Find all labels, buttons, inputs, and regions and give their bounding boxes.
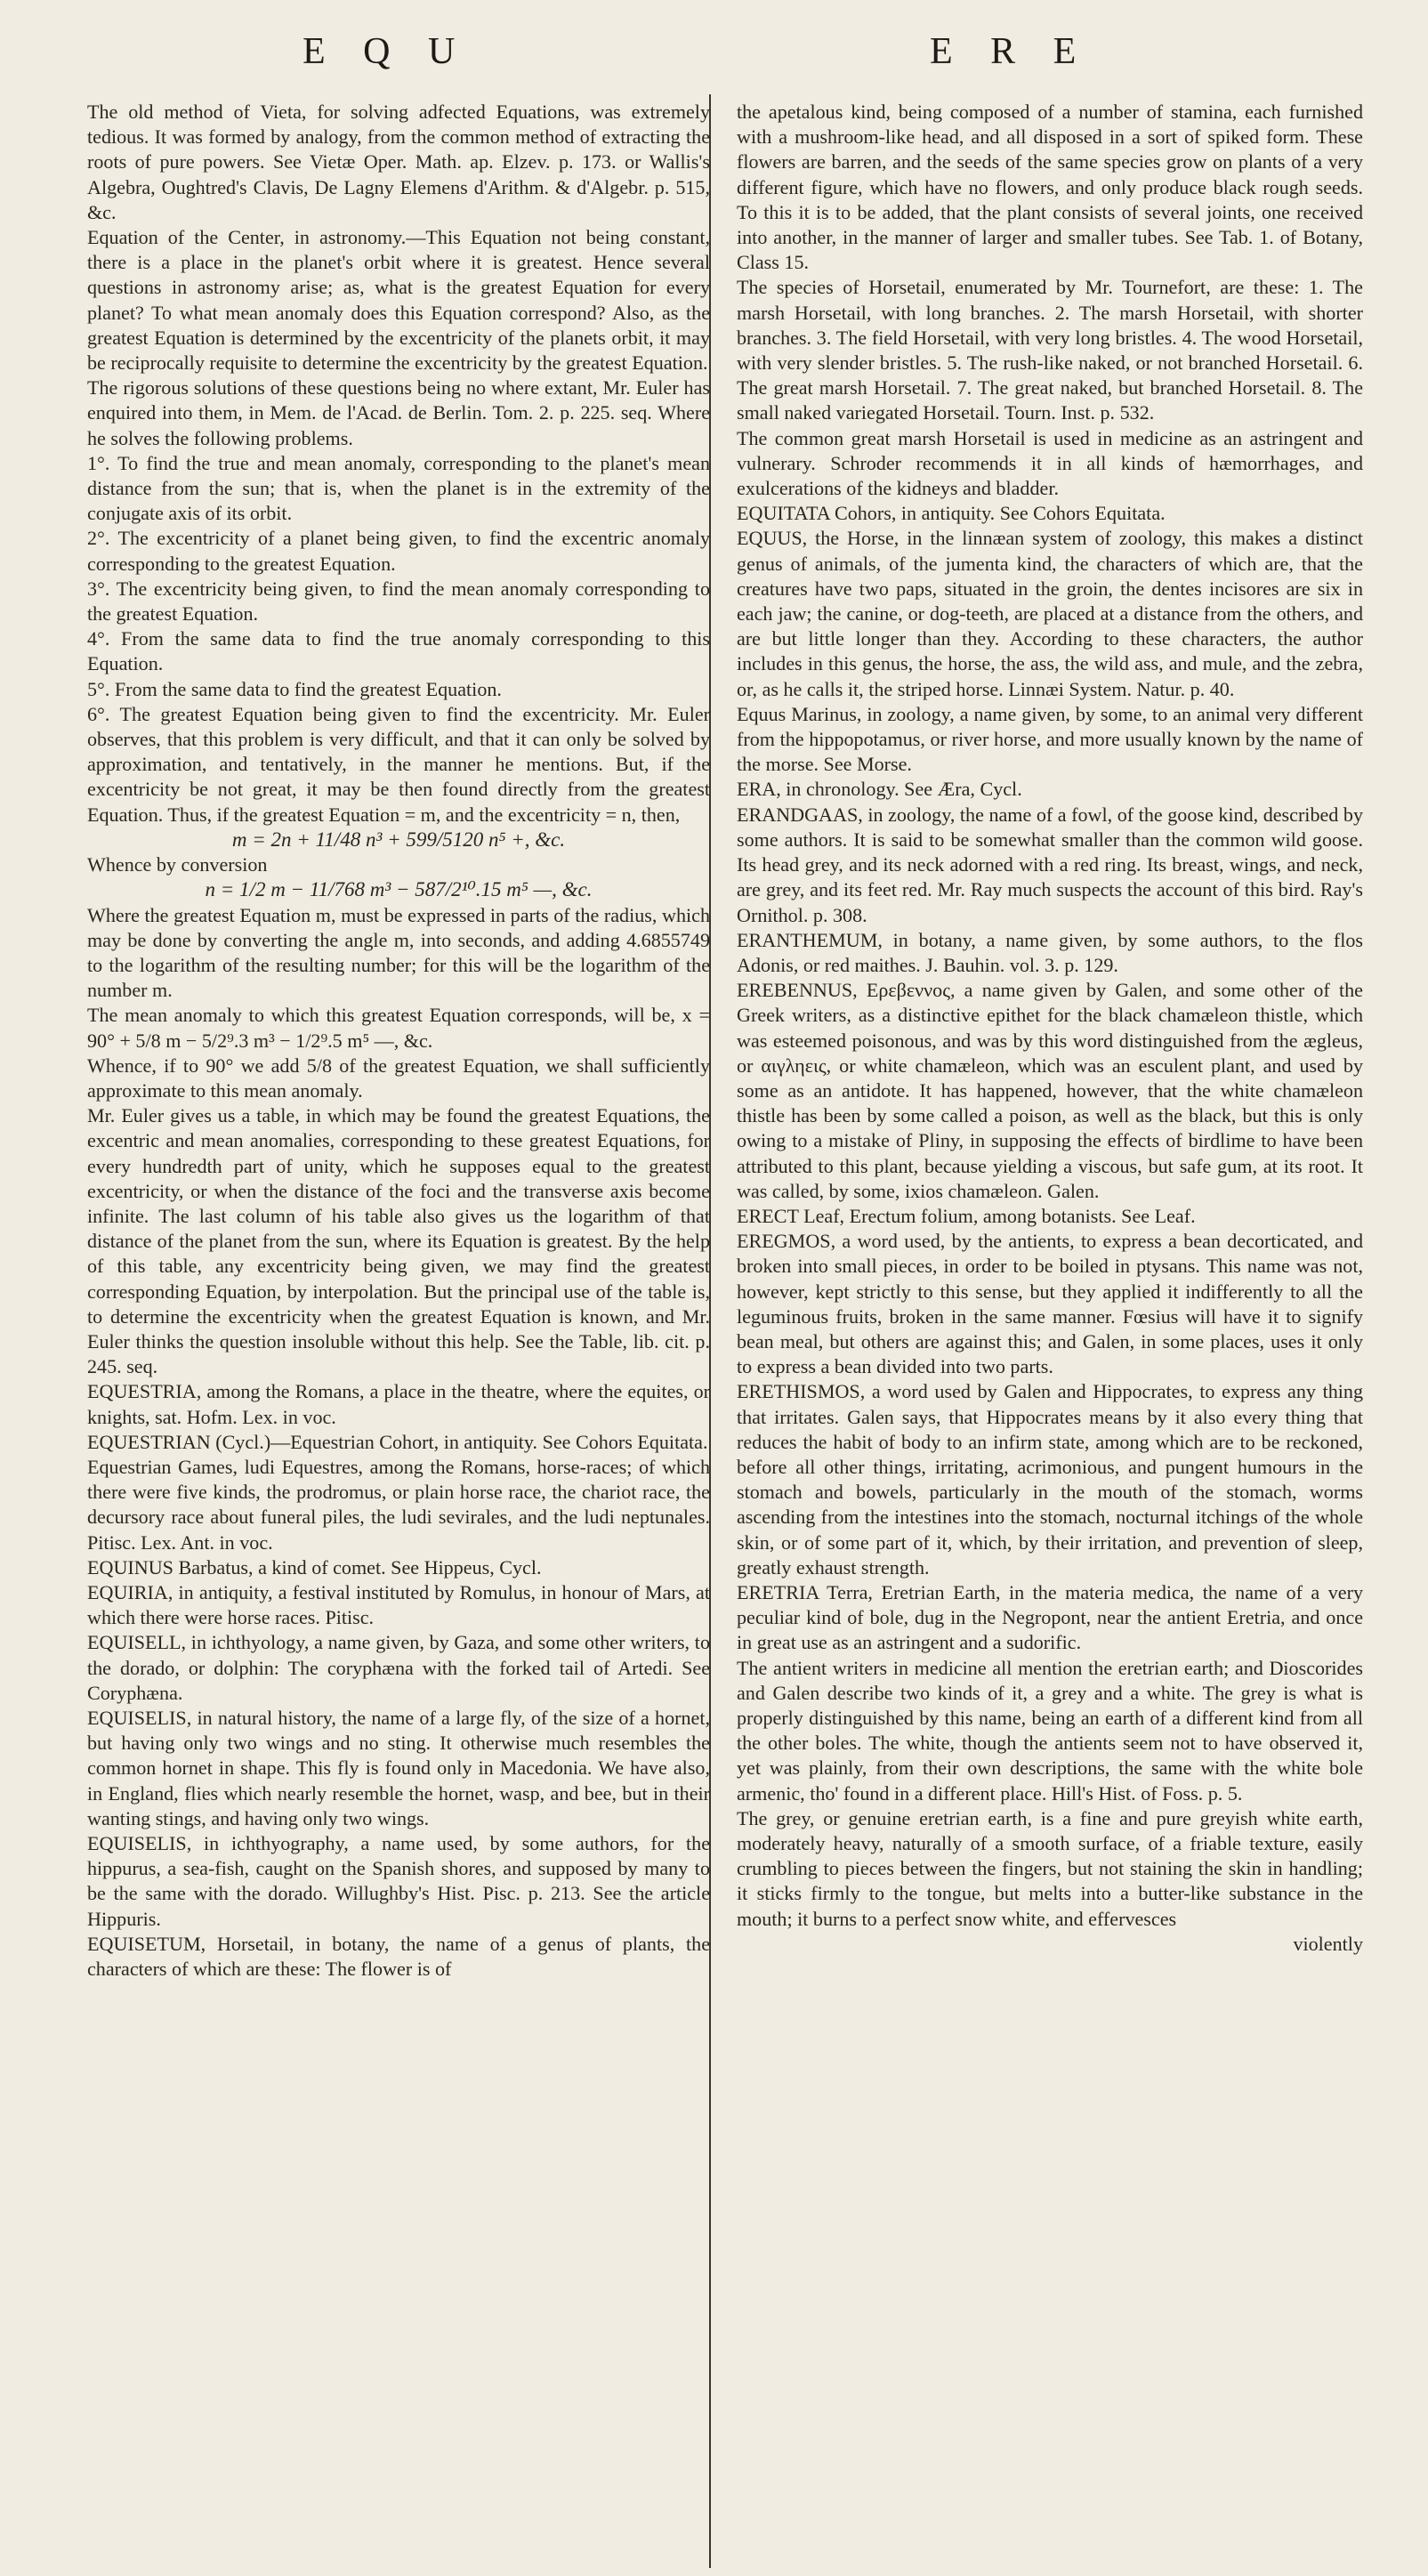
entry: EQUISELIS, in ichthyography, a name used, by some authors, for the hippurus, a sea-fish, caught on the Spanish shores, and supposed by many to be the same with the dorado. Willughby's Hist. Pisc. p. 213. See the article Hippuris. bbox=[87, 1832, 710, 1930]
paragraph: Where the greatest Equation m, must be expressed in parts of the radius, which may be done by converting the angle m, into seconds, and adding 4.6855749 to the logarithm of the resulting number; for this will be the logarithm of the number m. bbox=[87, 903, 710, 1002]
equation: n = 1/2 m − 11/768 m³ − 587/2¹⁰.15 m⁵ —, &c. bbox=[205, 878, 593, 901]
entry: Equus Marinus, in zoology, a name given, by some, to an animal very different from the hippopotamus, or river horse, and more usually known by the name of the morse. See Morse. bbox=[737, 702, 1363, 776]
paragraph: 2°. The excentricity of a planet being given, to find the excentric anomaly corresponding to the greatest Equation. bbox=[87, 527, 710, 575]
paragraph: The common great marsh Horsetail is used in medicine as an astringent and vulnerary. Schroder recommends it in all kinds of hæmorrhages, and exulcerations of the kidneys and bladder. bbox=[737, 426, 1363, 500]
entry: ERA, in chronology. See Æra, Cycl. bbox=[737, 778, 1022, 801]
entry: EQUISELL, in ichthyology, a name given, by Gaza, and some other writers, to the dorado, or dolphin: The coryphæna with the forked tail of Artedi. See Coryphæna. bbox=[87, 1631, 710, 1704]
paragraph: The rigorous solutions of these questions being no where extant, Mr. Euler has enquired into them, in Mem. de l'Acad. de Berlin. Tom. 2. p. 225. seq. Where he solves the following problems. bbox=[87, 376, 710, 449]
paragraph: Whence by conversion bbox=[87, 853, 268, 876]
entry: ERANDGAAS, in zoology, the name of a fowl, of the goose kind, described by some authors. It is said to be somewhat smaller than the common wild goose. Its head grey, and its neck adorned with a red ring. Its breast, wings, and neck, are grey, and its feet red. Mr. Ray much suspects the account of this bird. Ray's Ornithol. p. 308. bbox=[737, 803, 1363, 926]
entry: EQUINUS Barbatus, a kind of comet. See Hippeus, Cycl. bbox=[87, 1555, 542, 1579]
catchword: violently bbox=[1293, 1932, 1363, 1955]
entry: EQUESTRIA, among the Romans, a place in the theatre, where the equites, or knights, sat. Hofm. Lex. in voc. bbox=[87, 1380, 710, 1428]
entry: ERECT Leaf, Erectum folium, among botanists. See Leaf. bbox=[737, 1204, 1196, 1227]
paragraph: Equation of the Center, in astronomy.—This Equation not being constant, there is a place in the planet's orbit where it is greatest. Hence several questions in astronomy arise; as, what is the greatest Equation for every planet? To what mean anomaly does this Equation correspond? Also, as the greatest Equation is determined by the excentricity of the planets orbit, it may be reciprocally requisite to determine the excentricity by the greatest Equation. bbox=[87, 226, 710, 375]
paragraph: Whence, if to 90° we add 5/8 of the greatest Equation, we shall sufficiently approximate to this mean anomaly. bbox=[87, 1054, 710, 1102]
paragraph: The species of Horsetail, enumerated by Mr. Tournefort, are these: 1. The marsh Horsetail, with long branches. 2. The marsh Horsetail, with shorter branches. 3. The field Horsetail, with very long bristles. 4. The wood Horsetail, with very slender bristles. 5. The rush-like naked, or not branched Horsetail. 6. The great marsh Horsetail. 7. The great naked, but branched Horsetail. 8. The small naked variegated Horsetail. Tourn. Inst. p. 532. bbox=[737, 276, 1363, 424]
entry: EQUESTRIAN (Cycl.)—Equestrian Cohort, in antiquity. See Cohors Equitata. bbox=[87, 1430, 708, 1453]
left-column bbox=[87, 100, 710, 1982]
paragraph: 1°. To find the true and mean anomaly, corresponding to the planet's mean distance from the sun; that is, when the planet is in the extremity of the conjugate axis of its orbit. bbox=[87, 451, 710, 525]
entry: EQUISELIS, in natural history, the name of a large fly, of the size of a hornet, but having only two wings and no sting. It otherwise much resembles the common hornet in shape. This fly is found only in Macedonia. We have also, in England, flies which nearly resemble the hornet, wasp, and bee, but in their wanting stings, and having only two wings. bbox=[87, 1707, 710, 1829]
paragraph: 6°. The greatest Equation being given to find the excentricity. Mr. Euler observes, that this problem is very difficult, and that it can only be solved by approximation, and tentatively, in the manner he mentions. But, if the excentricity be not great, it may be then found directly from the greatest Equation. Thus, if the greatest Equation = m, and the excentricity = n, then, bbox=[87, 702, 710, 826]
equation: m = 2n + 11/48 n³ + 599/5120 n⁵ +, &c. bbox=[231, 828, 566, 851]
entry: EQUUS, the Horse, in the linnæan system of zoology, this makes a distinct genus of animals, of the jumenta kind, the characters of which are, that the creatures have two paps, situated in the groin, the dentes incisores are six in each jaw; the canine, or dog-teeth, are placed at a distance from the others, and are but little longer than they. According to these characters, the author includes in this genus, the horse, the ass, the wild ass, and mule, and the zebra, or, as he calls it, the striped horse. Linnæi System. Natur. p. 40. bbox=[737, 527, 1363, 700]
paragraph: 5°. From the same data to find the greatest Equation. bbox=[87, 677, 502, 700]
paragraph: The grey, or genuine eretrian earth, is a fine and pure greyish white earth, moderately heavy, naturally of a smooth surface, of a friable texture, easily crumbling to pieces between the fingers, but not staining the skin in handling; it sticks firmly to the tongue, but melts into a butter-like substance in the mouth; it burns to a perfect snow white, and effervesces bbox=[737, 1806, 1363, 1930]
paragraph: the apetalous kind, being composed of a number of stamina, each furnished with a mushroom-like head, and all disposed in a sort of spiked form. These flowers are barren, and the seeds of the same species grow on plants of a very different figure, which have no flowers, and only produce black rough seeds. To this it is to be added, that the plant consists of several joints, one received into another, in the manner of larger and smaller tubes. See Tab. 1. of Botany, Class 15. bbox=[737, 101, 1363, 274]
paragraph: Mr. Euler gives us a table, in which may be found the greatest Equations, the excentric and mean anomalies, corresponding to these greatest Equations, for every hundredth part of unity, which he supposes equal to the greatest excentricity, or when the distance of the foci and the transverse axis become infinite. The last column of his table also gives us the logarithm of that distance of the planet from the sun, where its Equation is greatest. By the help of this table, any excentricity being given, we may find the greatest corresponding Equation, by interpolation. But the principal use of the table is, to determine the excentricity when the greatest Equation is known, and Mr. Euler thinks the question insoluble without this help. See the Table, lib. cit. p. 245. seq. bbox=[87, 1104, 710, 1378]
paragraph: The old method of Vieta, for solving adfected Equations, was extremely tedious. It was formed by analogy, from the common method of extracting the roots of pure powers. See Vietæ Oper. Math. ap. Elzev. p. 173. or Wallis's Algebra, Oughtred's Clavis, De Lagny Elemens d'Arithm. & d'Algebr. p. 515, &c. bbox=[87, 101, 710, 223]
running-head-left: E Q U bbox=[303, 31, 470, 72]
right-column bbox=[737, 100, 1363, 1957]
running-head-right: E R E bbox=[930, 31, 1091, 72]
entry: EQUIRIA, in antiquity, a festival instituted by Romulus, in honour of Mars, at which there were horse races. Pitisc. bbox=[87, 1580, 710, 1629]
paragraph: The mean anomaly to which this greatest Equation corresponds, will be, x = 90° + 5/8 m − 5/2⁹.3 m³ − 1/2⁹.5 m⁵ —, &c. bbox=[87, 1004, 710, 1052]
entry: EREGMOS, a word used, by the antients, to express a bean decorticated, and broken into small pieces, in order to be boiled in ptysans. This name was not, however, kept strictly to this sense, but they applied it indifferently to all the leguminous fruits, broken in the same manner. Fœsius will have it to signify bean meal, but others are against this; and Galen, in some places, uses it only to express a bean divided into two parts. bbox=[737, 1230, 1363, 1378]
paragraph: The antient writers in medicine all mention the eretrian earth; and Dioscorides and Galen describe two kinds of it, a grey and a white. The grey is what is properly distinguished by this name, being an earth of a different kind from all the other boles. The white, though the antients seem not to have observed it, yet was plainly, from their own descriptions, the same with the white bole armenic, tho' found in a different place. Hill's Hist. of Foss. p. 5. bbox=[737, 1656, 1363, 1805]
entry: ERETRIA Terra, Eretrian Earth, in the materia medica, the name of a very peculiar kind of bole, dug in the Negropont, near the antient Eretria, and once in great use as an astringent and a sudorific. bbox=[737, 1580, 1363, 1654]
entry: EQUITATA Cohors, in antiquity. See Cohors Equitata. bbox=[737, 502, 1166, 525]
paragraph: 4°. From the same data to find the true anomaly corresponding to this Equation. bbox=[87, 627, 710, 675]
entry: Equestrian Games, ludi Equestres, among the Romans, horse-races; of which there were five kinds, the prodromus, or plain horse race, the chariot race, the decursory race about funeral piles, the ludi sevirales, and the ludi neptunales. Pitisc. Lex. Ant. in voc. bbox=[87, 1455, 710, 1554]
entry: ERANTHEMUM, in botany, a name given, by some authors, to the flos Adonis, or red maithes. J. Bauhin. vol. 3. p. 129. bbox=[737, 928, 1363, 976]
paragraph: 3°. The excentricity being given, to find the mean anomaly corresponding to the greatest Equation. bbox=[87, 577, 710, 626]
entry: EREBENNUS, Ερεβεννος, a name given by Galen, and some other of the Greek writers, as a distinctive epithet for the black chamæleon thistle, which was esteemed poisonous, and was by this word distinguished from the ægleus, or αιγληεις, or white chamæleon, which was an esculent plant, and used by some as an antidote. It has happened, however, that the white chamæleon thistle has been by some called a poison, as well as the black, but this is only owing to a mistake of Pliny, in supposing the effects of birdlime to have been attributed to this plant, because yielding a viscous, but safe gum, at its root. It was called, by some, ixios chamæleon. Galen. bbox=[737, 979, 1363, 1202]
entry: ERETHISMOS, a word used by Galen and Hippocrates, to express any thing that irritates. Galen says, that Hippocrates means by it also every thing that reduces the habit of body to an infirm state, among which are to be reckoned, before all other things, irritating, acrimonious, and pungent humours in the stomach and bowels, particularly in the mouth of the stomach, worms ascending from the intestines into the stomach, nocturnal itchings of the whole skin, or of some part of it, which, by their irritation, and prevention of sleep, greatly exhaust strength. bbox=[737, 1380, 1363, 1579]
entry: EQUISETUM, Horsetail, in botany, the name of a genus of plants, the characters of which are these: The flower is of bbox=[87, 1932, 710, 1981]
